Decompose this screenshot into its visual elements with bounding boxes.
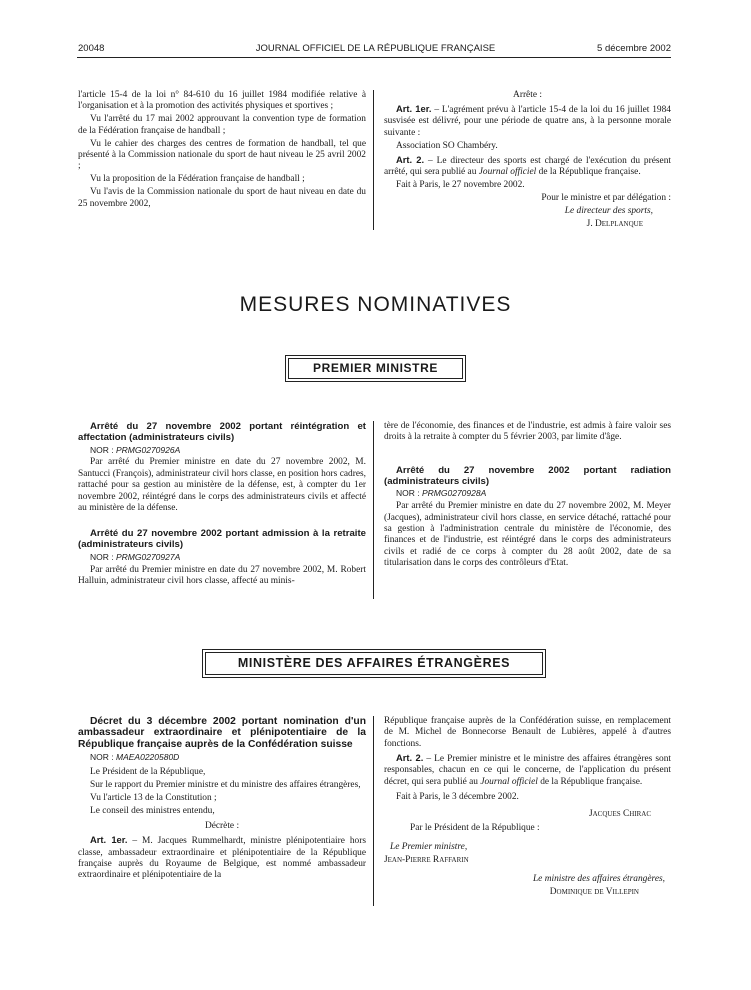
paragraph: Vu la proposition de la Fédération française de handball ;: [90, 174, 305, 185]
paragraph: Le Président de la République,: [90, 767, 206, 778]
paragraph: Vu l'avis de la Commission nationale du sport de haut niveau en date du 25 novembre 2002,: [78, 187, 366, 209]
top-right-column: [384, 90, 671, 231]
pm-role: Le Premier ministre,: [390, 842, 468, 853]
fait-a-paris: Fait à Paris, le 3 décembre 2002.: [396, 791, 519, 802]
nor-code: PRMG0270927A: [116, 551, 181, 562]
premier-ministre-box: [285, 355, 466, 382]
article-text: de la République française.: [540, 776, 643, 787]
mae-role: Le ministre des affaires étrangères,: [532, 874, 665, 885]
decrete-label: Décrète :: [204, 821, 240, 832]
column-divider: [373, 90, 374, 230]
article-2: [384, 154, 671, 179]
arrete-title: Arrêté du 27 novembre 2002 portant admission à la retraite (administrateurs civils): [78, 528, 366, 551]
delegation: Pour le ministre et par délégation :: [541, 192, 671, 203]
paragraph: Par arrêté du Premier ministre en date du 27 novembre 2002, M. Santucci (François), administrateur civil hors classe, en position hors cadres, rattaché pour sa gestion au ministère de la défense, est, à compter du 1er novembre 2002, réintégré dans le corps des administrateurs civils et affecté au ministère de la défense.: [78, 457, 366, 514]
mae-name: Dominique de Villepin: [549, 887, 639, 898]
header-rule: [77, 57, 671, 58]
article-1: [78, 834, 366, 882]
article-text: – Le directeur des sports est chargé de l'exécution du présent arrêté, qui sera publié au: [384, 155, 672, 177]
article-label: Art. 2.: [396, 153, 425, 165]
pm-name: Jean-Pierre Raffarin: [384, 855, 469, 866]
paragraph: Sur le rapport du Premier ministre et du ministre des affaires étrangères,: [90, 780, 361, 791]
article-1: [384, 103, 671, 139]
nor-reference: [384, 488, 671, 499]
nor-label: NOR :: [396, 488, 420, 499]
article-text: de la République française.: [538, 166, 641, 177]
nor-reference: [78, 552, 366, 563]
journal-reference: Journal officiel: [478, 166, 537, 177]
paragraph: Vu l'arrêté du 17 mai 2002 approuvant la convention type de formation de la Fédération française de handball ;: [78, 114, 366, 136]
affaires-right-column: [384, 716, 671, 900]
paragraph: Le conseil des ministres entendu,: [90, 805, 215, 816]
article-text: – M. Jacques Rummelhardt, ministre plénipotentiaire hors classe, ambassadeur extraordinaire et plénipotentiaire de la République française auprès du Royaume de Belgique, est nommé ambassadeur extraordinaire et plénipotentiaire de la: [78, 836, 367, 881]
nor-label: NOR :: [90, 751, 114, 762]
journal-reference: Journal officiel: [480, 776, 538, 787]
nor-code: PRMG0270928A: [422, 488, 487, 499]
arrete-title: Arrêté du 27 novembre 2002 portant radiation (administrateurs civils): [384, 464, 671, 487]
nor-reference: [78, 445, 366, 456]
paragraph: République française auprès de la Confédération suisse, en remplacement de M. Michel de Bonnecorse Benault de Lubières, appelé à d'autres fonctions.: [384, 716, 671, 749]
premier-left-column: [78, 421, 366, 589]
affaires-left-column: [78, 716, 366, 883]
arrete-title: Arrêté du 27 novembre 2002 portant réintégration et affectation (administrateurs civils): [78, 421, 366, 443]
decret-title: Décret du 3 décembre 2002 portant nomination d'un ambassadeur extraordinaire et plénipotentiaire de la République française auprès de la Confédération suisse: [78, 716, 366, 750]
paragraph: Vu le cahier des charges des centres de formation de handball, tel que présenté à la Commission nationale du sport de haut niveau le 25 avril 2002 ;: [78, 138, 366, 172]
president-signature: Jacques Chirac: [588, 809, 651, 820]
fait-a-paris: Fait à Paris, le 27 novembre 2002.: [396, 179, 525, 190]
par-le-president: Par le Président de la République :: [410, 822, 540, 833]
top-left-column: [78, 90, 366, 212]
box-label: PREMIER MINISTRE: [288, 358, 463, 379]
article-2: [384, 752, 671, 788]
nor-label: NOR :: [90, 444, 114, 455]
journal-title: JOURNAL OFFICIEL DE LA RÉPUBLIQUE FRANÇAISE: [255, 43, 496, 54]
box-label: MINISTÈRE DES AFFAIRES ÉTRANGÈRES: [205, 652, 543, 675]
article-label: Art. 1er.: [90, 834, 128, 846]
affaires-etrangeres-box: [202, 649, 546, 678]
nor-code: MAEA0220580D: [116, 751, 180, 762]
paragraph: Par arrêté du Premier ministre en date du 27 novembre 2002, M. Robert Halluin, administrateur civil hors classe, affecté au minis-: [78, 564, 366, 587]
page-number: 20048: [78, 43, 105, 54]
paragraph: l'article 15-4 de la loi n° 84-610 du 16 juillet 1984 modifiée relative à l'organisation et à la promotion des activités physiques et sportives ;: [78, 90, 366, 112]
nor-reference: [78, 752, 366, 763]
paragraph: tère de l'économie, des finances et de l'industrie, est admis à faire valoir ses droits à la retraite à compter du 5 février 2003, par limite d'âge.: [384, 421, 671, 443]
signatory-name: J. Delplanque: [586, 218, 643, 229]
paragraph: Par arrêté du Premier ministre en date du 27 novembre 2002, M. Meyer (Jacques), administrateur civil hors classe, en service détaché, rattaché pour sa gestion à l'administration centrale du ministère de l'économie, des finances et de l'industrie, est réintégré dans le corps des administrateurs civils et radié de ce corps à compter du 28 août 2002, date de sa titularisation dans le corps des contrôleurs d'Etat.: [384, 501, 671, 569]
article-label: Art. 2.: [396, 751, 424, 763]
section-title: MESURES NOMINATIVES: [239, 293, 512, 316]
signatory-role: Le directeur des sports,: [564, 205, 653, 216]
article-label: Art. 1er.: [396, 102, 432, 114]
association: Association SO Chambéry.: [396, 140, 498, 151]
article-text: – Le Premier ministre et le ministre des affaires étrangères sont responsables, chacun en ce qui le concerne, de l'application du présent décret, qui sera publié au: [384, 753, 672, 787]
column-divider: [373, 716, 374, 906]
arrete-label: Arrête :: [513, 90, 542, 100]
paragraph: Vu l'article 13 de la Constitution ;: [90, 792, 217, 803]
column-divider: [373, 421, 374, 599]
nor-label: NOR :: [90, 551, 114, 562]
article-text: – L'agrément prévu à l'article 15-4 de la loi du 16 juillet 1984 susvisée est délivré, pour une période de quatre ans, à la personne morale suivante :: [384, 104, 671, 138]
issue-date: 5 décembre 2002: [597, 43, 671, 54]
nor-code: PRMG0270926A: [116, 444, 181, 455]
premier-right-column: [384, 421, 671, 571]
